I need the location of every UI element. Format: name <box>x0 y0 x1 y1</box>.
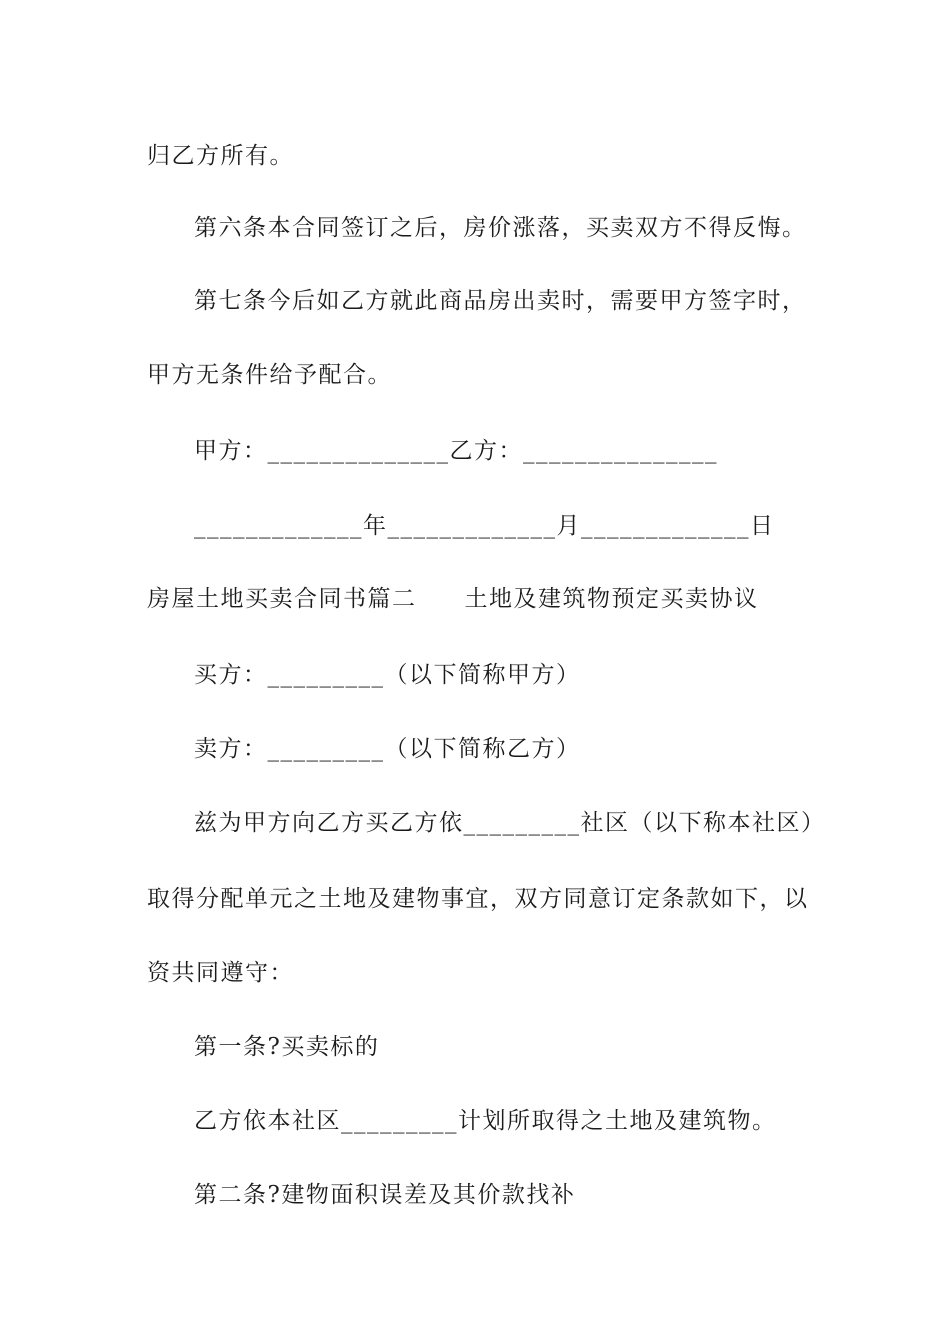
section-title: 房屋土地买卖合同书篇二 <box>147 586 417 612</box>
section-heading <box>147 584 759 614</box>
paragraph-line: 资共同遵守： <box>147 960 294 986</box>
buyer-line: 买方：_________（以下简称甲方） <box>194 662 581 688</box>
date-line: _____________年_____________月_____________日 <box>194 513 775 539</box>
paragraph-line: 归乙方所有。 <box>147 143 294 169</box>
seller-line: 卖方：_________（以下简称乙方） <box>194 736 581 762</box>
clause-six: 第六条本合同签订之后，房价涨落，买卖双方不得反悔。 <box>194 215 807 241</box>
clause-seven: 第七条今后如乙方就此商品房出卖时，需要甲方签字时， <box>194 288 807 314</box>
section-subtitle: 土地及建筑物预定买卖协议 <box>464 586 759 612</box>
paragraph-line: 乙方依本社区_________计划所取得之土地及建筑物。 <box>194 1108 777 1134</box>
clause-two-heading: 第二条?建物面积误差及其价款找补 <box>194 1182 576 1208</box>
paragraph-line: 取得分配单元之土地及建物事宜，双方同意订定条款如下，以 <box>147 886 809 912</box>
signature-line: 甲方：______________乙方：_______________ <box>194 438 718 464</box>
paragraph-line: 甲方无条件给予配合。 <box>147 362 392 388</box>
clause-one-heading: 第一条?买卖标的 <box>194 1034 380 1060</box>
paragraph-line: 兹为甲方向乙方买乙方依_________社区（以下称本社区） <box>194 810 826 836</box>
